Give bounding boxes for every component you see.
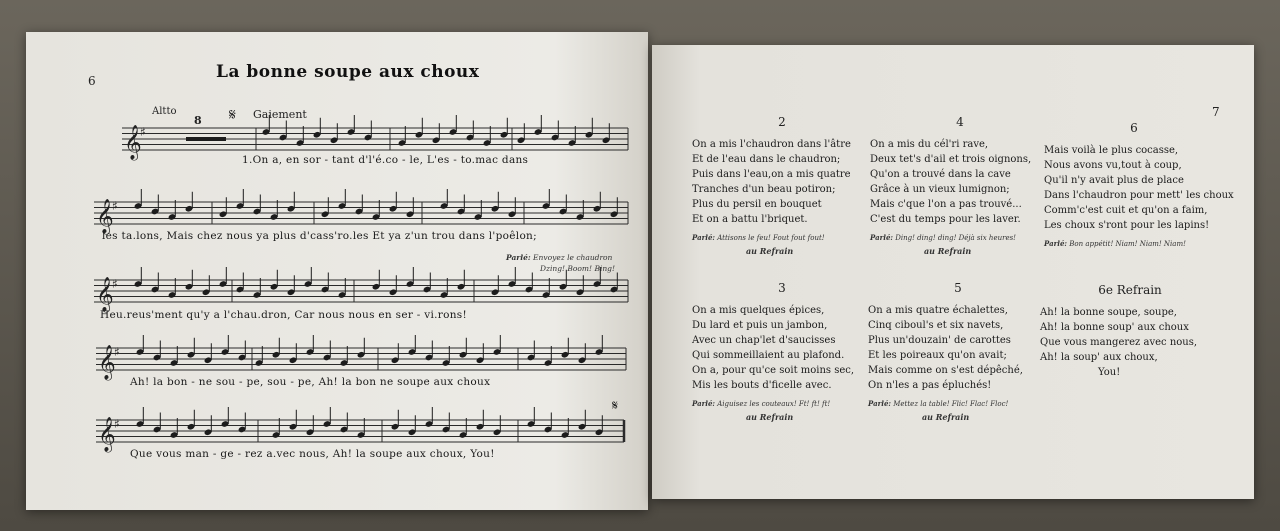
spoken-label: Parlé: [868,399,891,408]
verse-line: Ah! la bonne soup' aux choux [1040,322,1189,333]
verse-4 [870,115,1050,256]
verse-number: 6e Refrain [1098,283,1162,297]
verse-line: Cinq ciboul's et six navets, [868,320,1004,331]
verse-line: Comm'c'est cuit et qu'on a faim, [1044,205,1208,216]
right-page [652,45,1254,499]
verse-line: You! [1098,367,1121,378]
verse-line: On a mis quatre échalettes, [868,305,1008,316]
spoken-label: Parlé: [692,399,715,408]
spoken-text: Attisons le feu! Fout fout fout! [717,234,825,242]
verse-line: Ah! la soup' aux choux, [1040,352,1158,363]
verse-line: Du lard et puis un jambon, [692,320,828,331]
verse-number: 6 [1130,121,1138,135]
lyric-line-3: Heu.reus'ment qu'y a l'chau.dron, Car nous nous en ser - vi.rons! [100,309,468,321]
lyric-line-1: 1.On a, en sor - tant d'l'é.co - le, L'es - to.mac dans [242,154,529,166]
verse-line: On a mis du cél'ri rave, [870,139,989,150]
verse-line: On n'les a pas épluchés! [868,380,992,391]
verse-line: Mais c'que l'on a pas trouvé... [870,199,1022,210]
verse-number: 2 [778,115,786,129]
verse-line: Deux tet's d'ail et trois oignons, [870,154,1032,165]
verse-6-refrain [1040,283,1220,380]
treble-clef: 𝄞 [96,199,114,234]
verse-line: Avec un chap'let d'saucisses [692,335,836,346]
spoken-label: Parlé: [506,253,531,262]
voice-label: Altto [152,106,177,117]
verse-6 [1044,121,1234,248]
key-sharp: ♯ [114,417,120,431]
verse-line: Puis dans l'eau,on a mis quatre [692,169,851,180]
spoken-cue [868,399,1048,408]
verse-line: Ah! la bonne soupe, soupe, [1040,307,1177,318]
verse-line: Qui sommeillaient au plafond. [692,350,845,361]
verse-line: Et on a battu l'briquet. [692,214,808,225]
segno-sign: 𝄋 [229,105,236,124]
segno-sign: 𝄋 [612,398,619,414]
spoken-text: Bon appétit! Niam! Niam! Niam! [1069,240,1186,248]
spoken-cue [506,253,612,262]
verse-number: 4 [956,115,964,129]
lyric-line-4: Ah! la bon - ne sou - pe, sou - pe, Ah! la bon ne soupe aux choux [130,376,491,388]
verse-line: On a, pour qu'ce soit moins sec, [692,365,855,376]
verse-line: C'est du temps pour les laver. [870,214,1021,225]
spoken-cue [1044,239,1224,248]
key-sharp: ♯ [140,125,146,139]
key-sharp: ♯ [114,345,120,359]
spoken-text: Aiguisez les couteaux! Ft! ft! ft! [717,400,831,408]
verse-line: Les choux s'ront pour les lapins! [1044,220,1210,231]
treble-clef: 𝄞 [98,417,116,452]
page-number-right: 7 [1212,105,1220,119]
spoken-text: Ding! ding! ding! Déjà six heures! [895,234,1016,242]
refrain-cue: au Refrain [924,246,972,256]
refrain-cue: au Refrain [746,412,794,422]
verse-line: Dans l'chaudron pour mett' les choux [1044,190,1234,201]
verse-line: On a mis l'chaudron dans l'âtre [692,139,851,150]
lyric-line-2: les ta.lons, Mais chez nous ya plus d'cass'ro.les Et ya z'un trou dans l'poêlon; [102,230,537,242]
verse-line: Qu'il n'y avait plus de place [1044,175,1184,186]
key-sharp: ♯ [112,199,118,213]
verse-line: Nous avons vu,tout à coup, [1044,160,1182,171]
verse-3 [692,281,872,422]
spoken-text: Mettez la table! Flic! Flac! Floc! [893,400,1009,408]
verse-line: Qu'on a trouvé dans la cave [870,169,1011,180]
verse-line: Tranches d'un beau potiron; [692,184,836,195]
spoken-cue [692,233,872,242]
verse-number: 5 [954,281,962,295]
verse-number: 3 [778,281,786,295]
treble-clef: 𝄞 [124,125,142,160]
spoken-line-1: Envoyez le chaudron [533,253,613,262]
verse-line: Grâce à un vieux lumignon; [870,184,1010,195]
spoken-cue [870,233,1050,242]
verse-line: Plus un'douzain' de carottes [868,335,1011,346]
treble-clef: 𝄞 [96,277,114,312]
page-number-left: 6 [88,74,96,88]
verse-line: Et les poireaux qu'on avait; [868,350,1007,361]
verse-line: Mis les bouts d'ficelle avec. [692,380,832,391]
treble-clef: 𝄞 [98,345,116,380]
rest-count: 8 [194,114,202,127]
spoken-label: Parlé: [1044,239,1067,248]
verse-line: Mais comme on s'est dépêché, [868,365,1023,376]
verse-line: On a mis quelques épices, [692,305,825,316]
lyric-line-5: Que vous man - ge - rez a.vec nous, Ah! la soupe aux choux, You! [130,448,495,460]
spoken-cue [692,399,872,408]
left-page [26,32,648,510]
verse-line: Plus du persil en bouquet [692,199,822,210]
refrain-cue: au Refrain [746,246,794,256]
refrain-cue: au Refrain [922,412,970,422]
spoken-line-2: Dzing! Boom! Bing! [540,264,615,273]
spoken-label: Parlé: [692,233,715,242]
verse-line: Et de l'eau dans le chaudron; [692,154,841,165]
song-title: La bonne soupe aux choux [216,62,480,82]
tempo-marking: Gaiement [253,108,307,121]
key-sharp: ♯ [112,277,118,291]
verse-line: Mais voilà le plus cocasse, [1044,145,1179,156]
verse-line: Que vous mangerez avec nous, [1040,337,1198,348]
verse-5 [868,281,1048,422]
spoken-label: Parlé: [870,233,893,242]
verse-2 [692,115,872,256]
